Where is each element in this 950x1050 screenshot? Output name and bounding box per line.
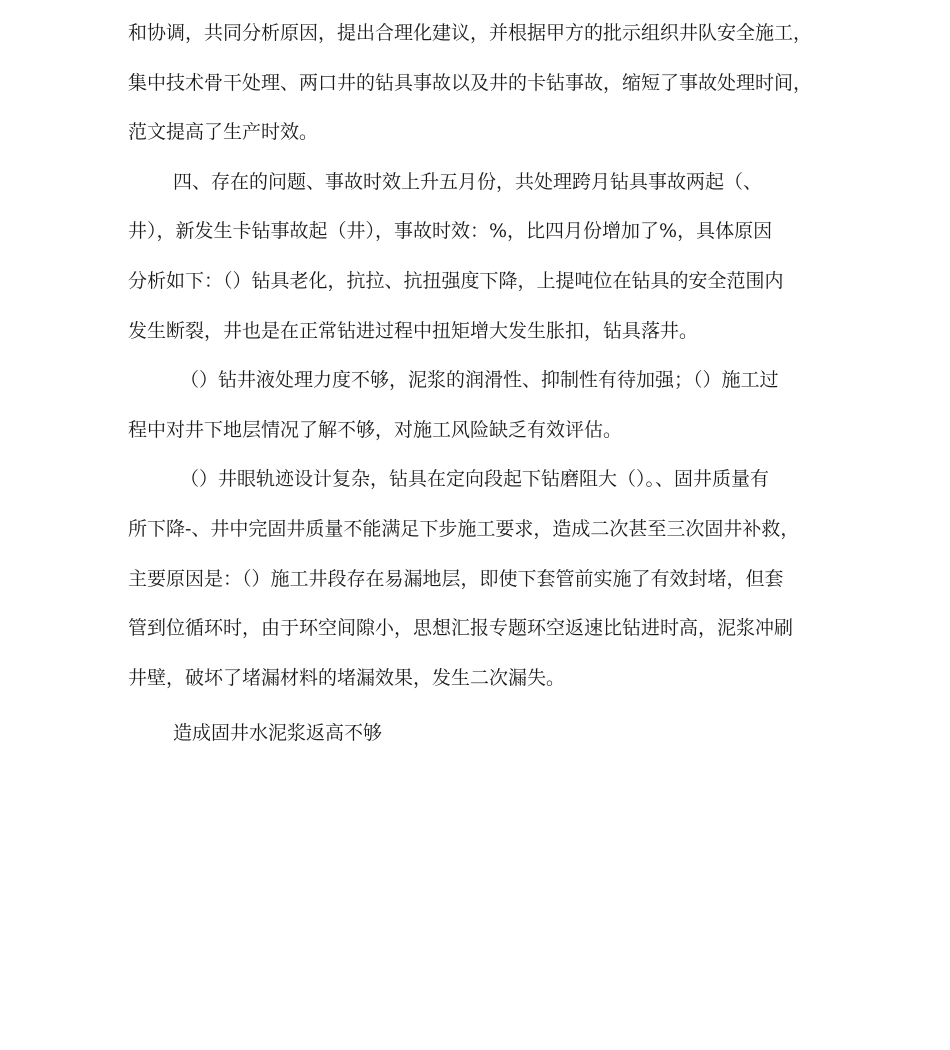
paragraph-line: 井），新发生卡钻事故起（井），事故时效：%，比四月份增加了%，具体原因 [128,220,773,242]
paragraph-line: （）钻井液处理力度不够，泥浆的润滑性、抑制性有待加强；（）施工过 [180,369,779,391]
paragraph-line: 井壁，破坏了堵漏材料的堵漏效果，发生二次漏失。 [128,667,566,689]
paragraph-line: 发生断裂，井也是在正常钻进过程中扭矩增大发生胀扣，钻具落井。 [128,320,699,342]
paragraph-line: 所下降-、井中完固井质量不能满足下步施工要求，造成二次甚至三次固井补救， [128,518,800,540]
paragraph-line: 集中技术骨干处理、两口井的钻具事故以及井的卡钻事故，缩短了事故处理时间， [128,72,813,94]
paragraph-line: 主要原因是：（）施工井段存在易漏地层，即使下套管前实施了有效封堵，但套 [128,568,784,590]
paragraph-line: 范文提高了生产时效。 [128,121,319,143]
paragraph-line: 管到位循环时，由于环空间隙小，思想汇报专题环空返速比钻进时高，泥浆冲刷 [128,617,794,639]
paragraph-line: 程中对井下地层情况了解不够，对施工风险缺乏有效评估。 [128,419,623,441]
paragraph-line: 四、存在的问题、事故时效上升五月份，共处理跨月钻具事故两起（、 [173,171,763,193]
paragraph-line: 和协调，共同分析原因，提出合理化建议，并根据甲方的批示组织井队安全施工， [128,22,813,44]
paragraph-line: 造成固井水泥浆返高不够 [173,722,383,744]
paragraph-line: 分析如下：（）钻具老化，抗拉、抗扭强度下降，上提吨位在钻具的安全范围内 [128,270,784,292]
paragraph-line: （）井眼轨迹设计复杂，钻具在定向段起下钻磨阻大（）。、固井质量有 [180,468,770,490]
